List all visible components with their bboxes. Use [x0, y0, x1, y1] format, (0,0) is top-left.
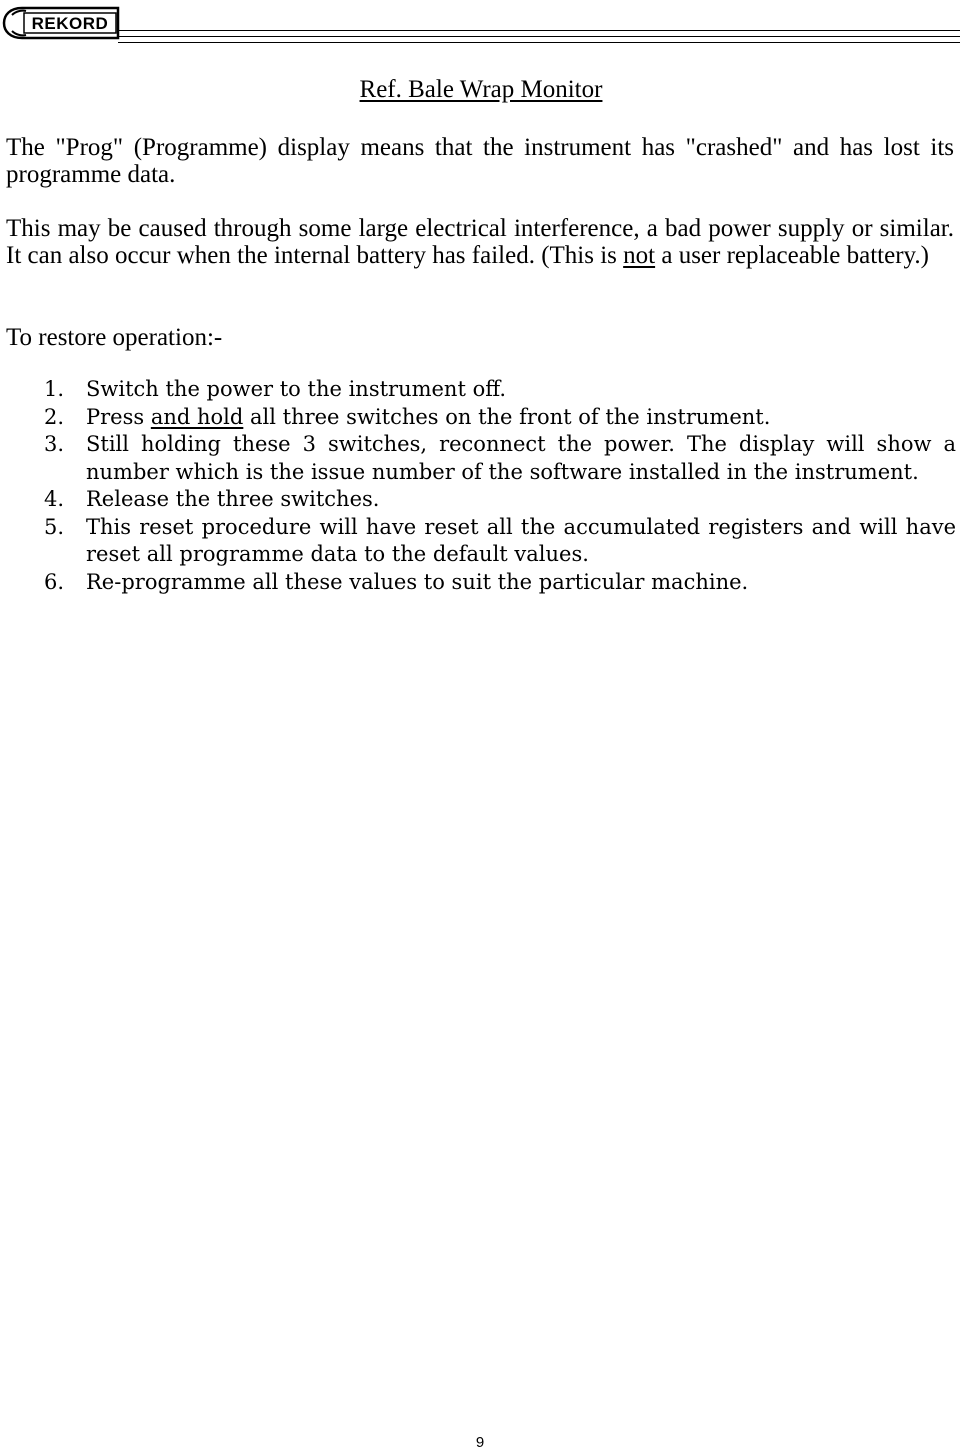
- step-text-emphasis: and hold: [150, 404, 244, 429]
- restore-heading: To restore operation:-: [6, 324, 223, 351]
- list-item: [44, 514, 956, 569]
- step-text: This reset procedure will have reset all the accumulated registers and will have reset all programme data to the default values.: [86, 514, 956, 566]
- list-item: [44, 431, 956, 486]
- step-text: Release the three switches.: [86, 487, 380, 511]
- step-number: 4.: [44, 487, 65, 511]
- step-text-pre: Press: [86, 404, 151, 429]
- list-item: [44, 376, 956, 404]
- cause-text-a: This may be caused through some large electrical interference, a bad power supply or similar. It can also occur when the internal battery has failed. (This is: [6, 215, 954, 269]
- cause-text-b: a user replaceable battery.): [655, 242, 929, 269]
- step-number: 5.: [44, 514, 65, 539]
- restore-steps-list: [44, 376, 956, 596]
- step-text: Switch the power to the instrument off.: [86, 377, 507, 401]
- step-text: Re-programme all these values to suit the particular machine.: [86, 569, 749, 594]
- header-rule: [118, 30, 960, 31]
- step-number: 2.: [44, 404, 65, 429]
- header-rule: [118, 36, 960, 37]
- page-header: [0, 0, 960, 50]
- list-item: [44, 486, 956, 514]
- rekord-logo-icon: [2, 6, 120, 40]
- step-number: 6.: [44, 569, 65, 594]
- cause-text-emphasis: not: [623, 242, 656, 269]
- page-number: 9: [475, 1434, 485, 1451]
- cause-paragraph: [6, 215, 954, 269]
- step-number: 1.: [44, 377, 65, 401]
- logo-wordmark: REKORD: [31, 14, 109, 33]
- list-item: [44, 569, 956, 597]
- step-number: 3.: [44, 432, 65, 456]
- step-text-post: all three switches on the front of the instrument.: [243, 404, 771, 429]
- intro-paragraph: The "Prog" (Programme) display means that the instrument has "crashed" and has lost its programme data.: [6, 134, 954, 188]
- list-item: [44, 404, 956, 432]
- header-rule: [118, 42, 960, 43]
- document-title-text: Ref. Bale Wrap Monitor: [359, 76, 603, 103]
- document-title: [0, 76, 960, 104]
- step-text: Still holding these 3 switches, reconnect the power. The display will show a number which is the issue number of the software installed in the instrument.: [86, 432, 956, 484]
